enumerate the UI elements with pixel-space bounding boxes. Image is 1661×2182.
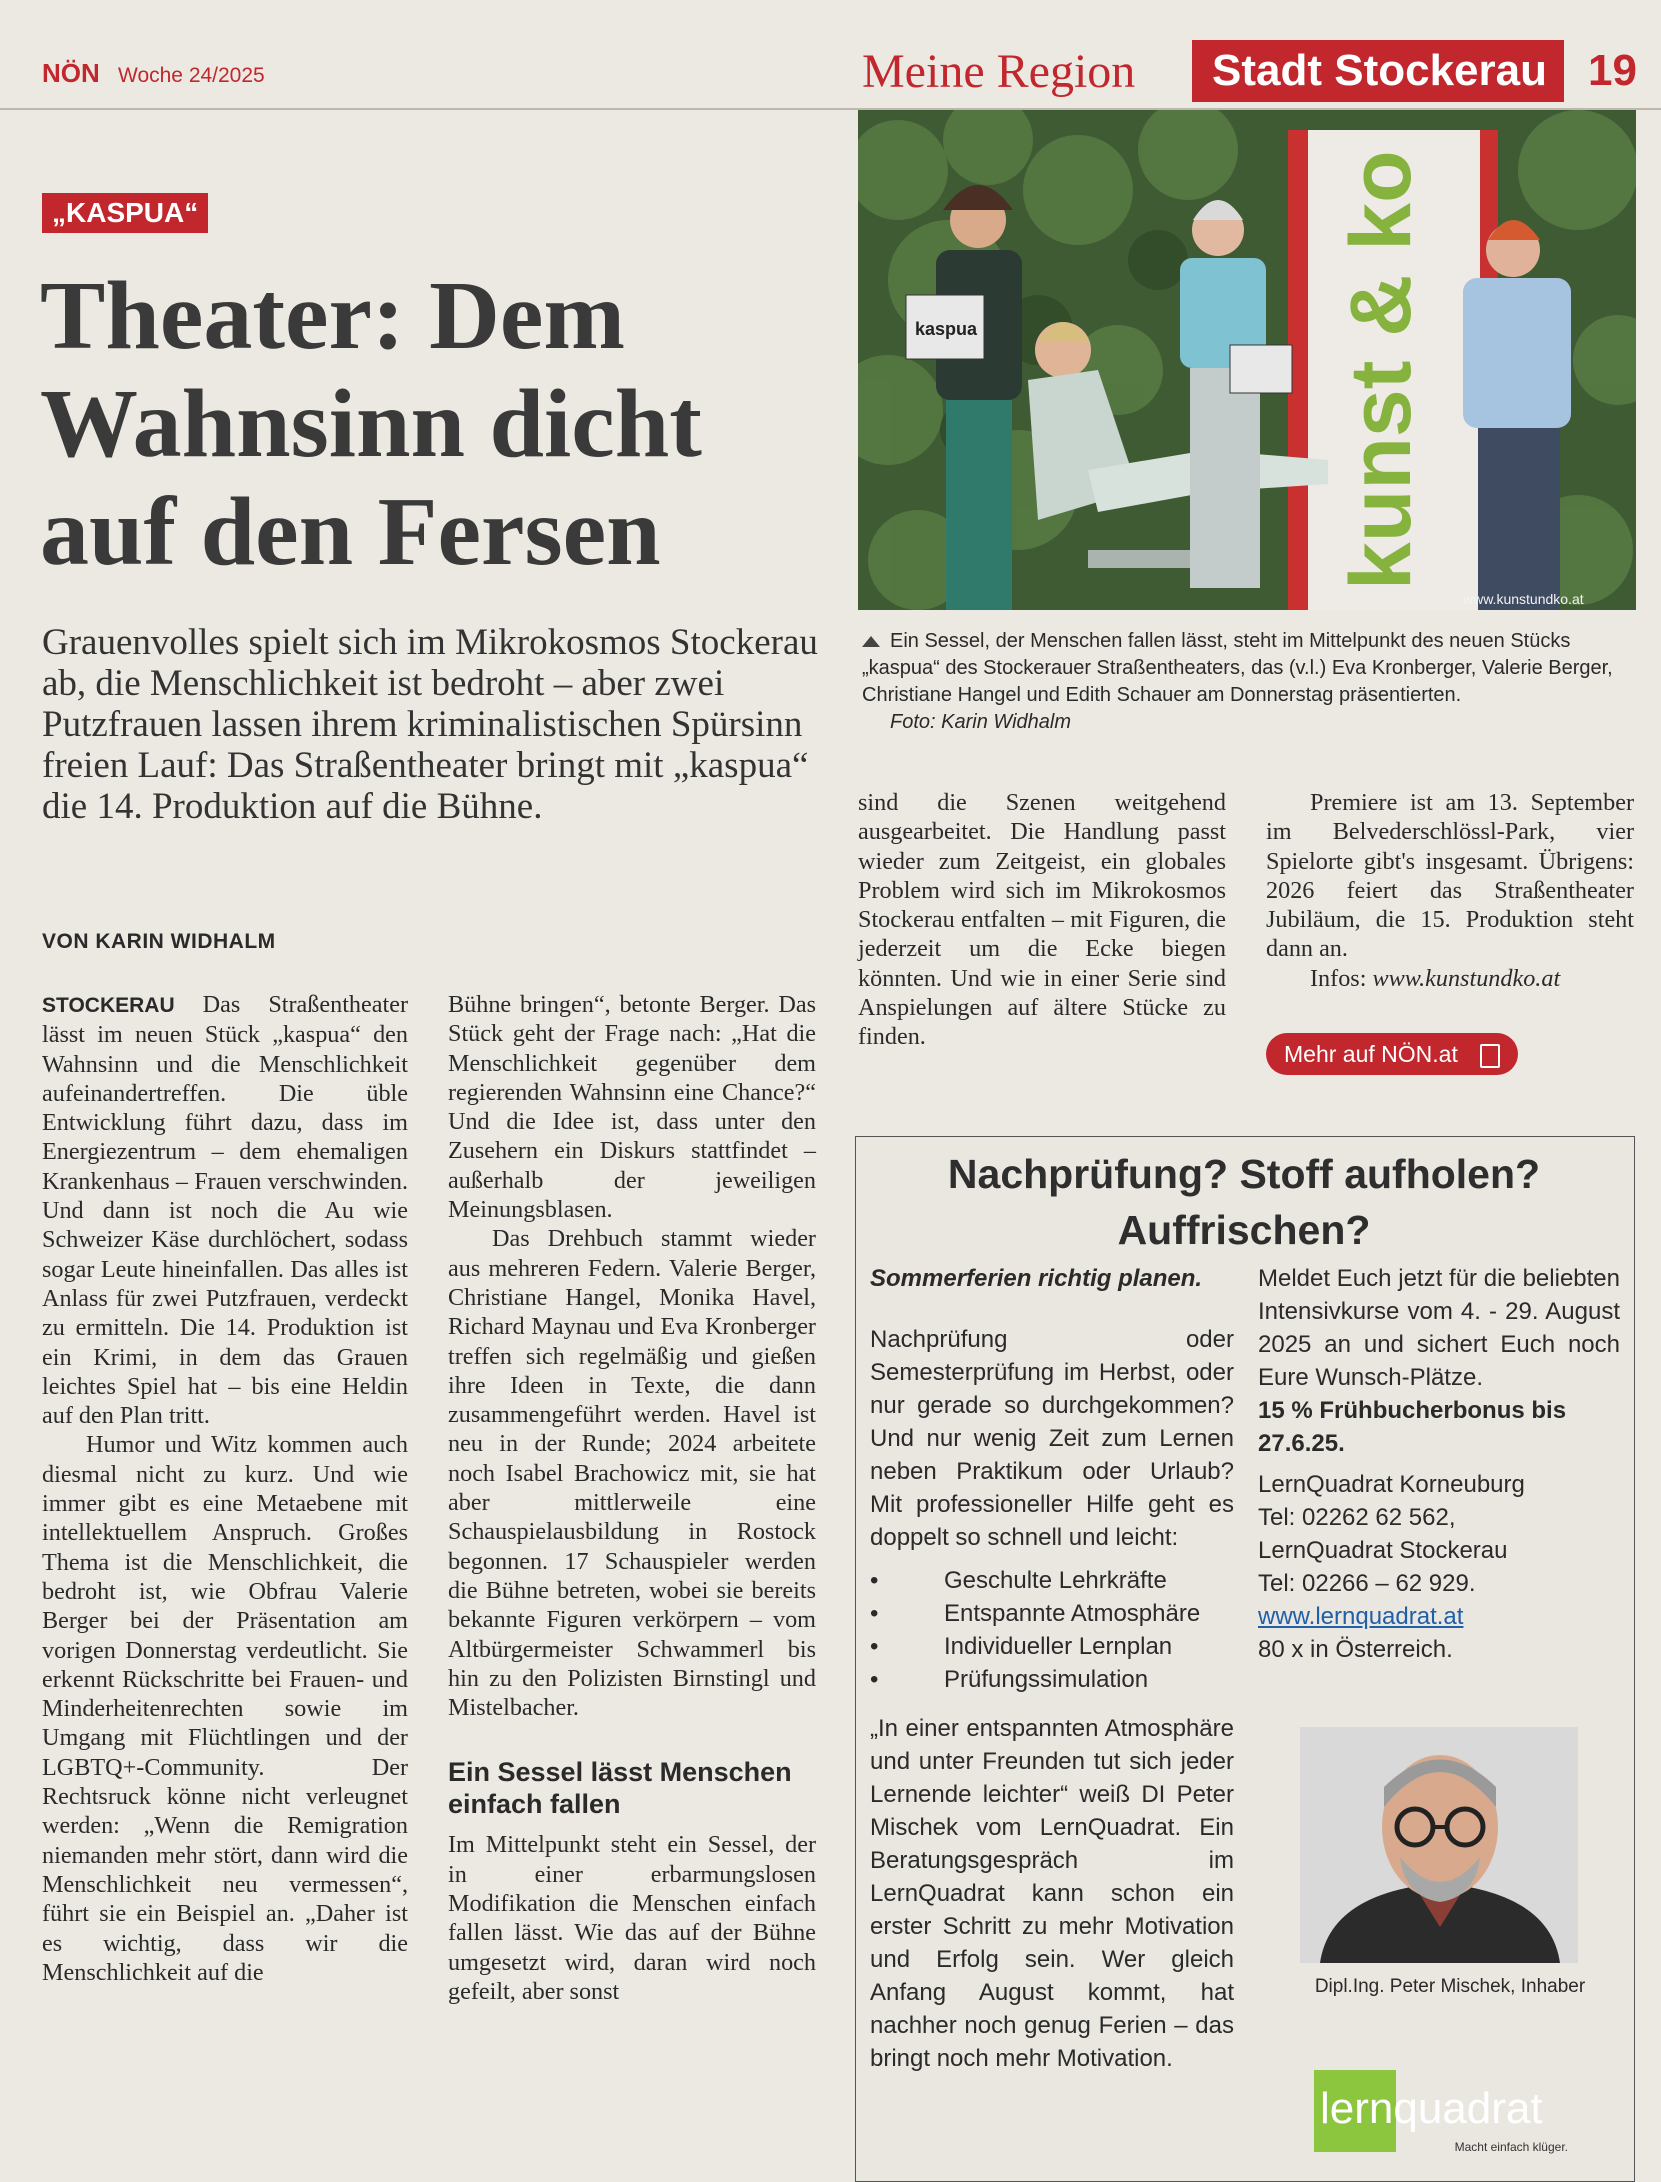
list-item: • Individueller Lernplan (870, 1630, 1234, 1663)
article-kicker: „KASPUA“ (42, 193, 208, 233)
photo-url-text: www.kunstundko.at (1463, 591, 1584, 607)
ad-website-link[interactable]: www.lernquadrat.at (1258, 1603, 1464, 1630)
caption-text: Ein Sessel, der Menschen fallen lässt, steht im Mittelpunkt des neuen Stücks „kaspua“ des Stockerauer Straßentheaters, das (v.l.) Eva Kronberger, Valerie Berger, Christiane Hangel und Edith Schauer am Donnerstag präsentierten. (862, 630, 1613, 706)
ad-intro: Nachprüfung oder Semesterprüfung im Herbst, oder nur gerade so durchgekommen? Und nur wenig Zeit zum Lernen neben Praktikum oder Urlaub? Mit professioneller Hilfe geht es doppelt so schnell und leicht: (870, 1326, 1234, 1551)
ad-bullet-list (870, 1564, 1234, 1696)
caption-triangle-icon (862, 636, 880, 647)
logo-tagline: Macht einfach klüger. (1454, 2140, 1568, 2154)
photo-caption (862, 628, 1632, 736)
ad-contact-stockerau: LernQuadrat Stockerau (1258, 1537, 1508, 1564)
list-item: • Geschulte Lehrkräfte (870, 1564, 1234, 1597)
newspaper-logo: NÖN (42, 58, 100, 88)
ad-quote: „In einer entspannten Atmosphäre und unter Freunden tut sich jeder Lernende leichter“ weiß DI Peter Mischek vom LernQuadrat. Ein Beratungsgespräch im LernQuadrat kann schon ein erster Schritt zu mehr Motivation und Erfolg sein. Wer gleich Anfang August kommt, hat nachher noch genug Ferien – das bringt noch mehr Motivation. (870, 1715, 1234, 2072)
paragraph: Humor und Witz kommen auch diesmal nicht zu kurz. Und wie immer gibt es eine Metaebene mit intellektuellem Anspruch. Großes Thema ist die Menschlichkeit, die bedroht ist, wie Obfrau Valerie Berger bei der Präsentation am vorigen Donnerstag verdeutlicht. Sie erkennt Rückschritte bei Frauen- und Minderheitenrechten sowie im Umgang mit Flüchtlingen und der LGBTQ+-Community. Der Rechtsruck könne nicht verleugnet werden: „Wenn die Remigration niemanden mehr stört, dann wird die Menschlichkeit neu vermessen“, führt sie ein Beispiel an. „Daher ist es wichtig, dass wir die Menschlichkeit auf die (42, 1431, 408, 1986)
portrait-photo (1300, 1727, 1578, 1963)
photo-sign-text: kaspua (915, 319, 978, 339)
ad-left-column (870, 1262, 1234, 2075)
ad-registration-text: Meldet Euch jetzt für die beliebten Intensivkurse vom 4. - 29. August 2025 an und sichert Euch noch Eure Wunsch-Plätze. (1258, 1265, 1620, 1391)
paragraph: Im Mittelpunkt steht ein Sessel, der in einer erbarmungslosen Modifikation die Menschen einfach fallen lässt. Wie das auf der Bühne umgesetzt wird, daran wird noch gefeilt, aber sonst (448, 1831, 816, 2005)
info-link[interactable]: www.kunstundko.at (1372, 964, 1561, 992)
external-link-icon (1480, 1044, 1500, 1068)
article-subheading: Ein Sessel lässt Menschen einfach fallen (448, 1757, 792, 1820)
ad-phone-korneuburg: Tel: 02262 62 562, (1258, 1504, 1456, 1531)
article-column-4 (1266, 788, 1634, 993)
article-column-2 (448, 990, 816, 2006)
ad-contact-korneuburg: LernQuadrat Korneuburg (1258, 1471, 1525, 1498)
photo-banner-text: kunst & ko (1333, 150, 1429, 590)
paragraph: Bühne bringen“, betonte Berger. Das Stück geht der Frage nach: „Hat die Menschlichkeit gegenüber dem regierenden Wahnsinn eine Chance?“ Und die Idee ist, dass unter den Zusehern ein Diskurs stattfindet – außerhalb der jeweiligen Meinungsblasen. (448, 991, 816, 1224)
ad-locations: 80 x in Österreich. (1258, 1636, 1453, 1663)
list-item: • Entspannte Atmosphäre (870, 1597, 1234, 1630)
more-button-label: Mehr auf NÖN.at (1284, 1041, 1458, 1067)
ad-headline: Nachprüfung? Stoff aufholen? Auffrischen? (947, 1151, 1541, 1253)
paragraph: sind die Szenen weitgehend ausgearbeitet. Die Handlung passt wieder zum Zeitgeist, ein globales Problem wird sich im Mikrokosmos Stockerau entfalten – mit Figuren, die jederzeit um die Ecke biegen könnten. Und wie in einer Serie sind Anspielungen auf ältere Stücke zu finden. (858, 789, 1226, 1051)
list-item: • Prüfungssimulation (870, 1663, 1234, 1696)
portrait-caption: Dipl.Ing. Peter Mischek, Inhaber (1314, 1976, 1586, 1997)
article-byline: VON KARIN WIDHALM (42, 930, 276, 953)
section-title: Meine Region (862, 45, 1136, 98)
dateline: STOCKERAU (42, 994, 175, 1017)
article-column-3 (858, 788, 1226, 1052)
lernquadrat-logo (1314, 2070, 1574, 2160)
logo-text: lernquadrat (1320, 2084, 1543, 2133)
page-number: 19 (1588, 46, 1637, 95)
more-on-noen-button[interactable] (1266, 1033, 1518, 1075)
ad-early-bird-bonus: 15 % Frühbucherbonus bis 27.6.25. (1258, 1397, 1567, 1457)
photo-credit: Foto: Karin Widhalm (890, 711, 1071, 733)
paragraph: Das Drehbuch stammt wieder aus mehreren Federn. Valerie Berger, Christiane Hangel, Monika Havel, Richard Maynau und Eva Kronberger treffen sich regelmäßig und gießen ihre Ideen in Texte, die dann zusammengeführt werden. Havel ist neu in der Runde; 2024 arbeitete noch Isabel Brachowicz mit, sie hat aber mittlerweile eine Schauspielausbildung in Rostock begonnen. 17 Schauspieler werden die Bühne betreten, wobei sie bereits bekannte Figuren verkörpern – vom Altbürgermeister Schwammerl bis hin zu den Polizisten Birnstingl und Mistelbacher. (448, 1225, 816, 1722)
ad-phone-stockerau: Tel: 02266 – 62 929. (1258, 1570, 1476, 1597)
region-label: Stadt Stockerau (1212, 46, 1547, 95)
article-headline: Theater: Dem Wahnsinn dicht auf den Fersen (40, 262, 702, 586)
issue-week: Woche 24/2025 (118, 64, 265, 87)
paragraph: Premiere ist am 13. September im Belvederschlössl-Park, vier Spielorte gibt's insgesamt. Übrigens: 2026 feiert das Straßentheater Jubiläum, die 15. Produktion steht dann an. (1266, 789, 1634, 963)
article-photo (858, 110, 1636, 610)
paragraph: Das Straßentheater lässt im neuen Stück „kaspua“ den Wahnsinn und die Menschlichkeit aufeinandertreffen. Die üble Entwicklung führt dazu, dass im Energiezentrum – dem ehemaligen Krankenhaus – Frauen verschwinden. Und dann ist noch die Au wie Schweizer Käse durchlöchert, sodass sogar Leute hineinfallen. Das alles ist Anlass für zwei Putzfrauen, verdeckt zu ermitteln. Die 14. Produktion ist ein Krimi, in dem das Grauen leichtes Spiel hat – bis eine Heldin auf den Plan tritt. (42, 991, 409, 1430)
info-label: Infos: (1310, 964, 1367, 992)
ad-right-column (1258, 1262, 1620, 1666)
ad-subheading: Sommerferien richtig planen. (870, 1265, 1203, 1292)
article-lead: Grauenvolles spielt sich im Mikrokosmos Stockerau ab, die Menschlichkeit ist bedroht – aber zwei Putzfrauen lassen ihrem kriminalistischen Spürsinn freien Lauf: Das Straßentheater bringt mit „kaspua“ die 14. Produktion auf die Bühne. (42, 622, 818, 827)
article-column-1 (42, 990, 408, 1987)
